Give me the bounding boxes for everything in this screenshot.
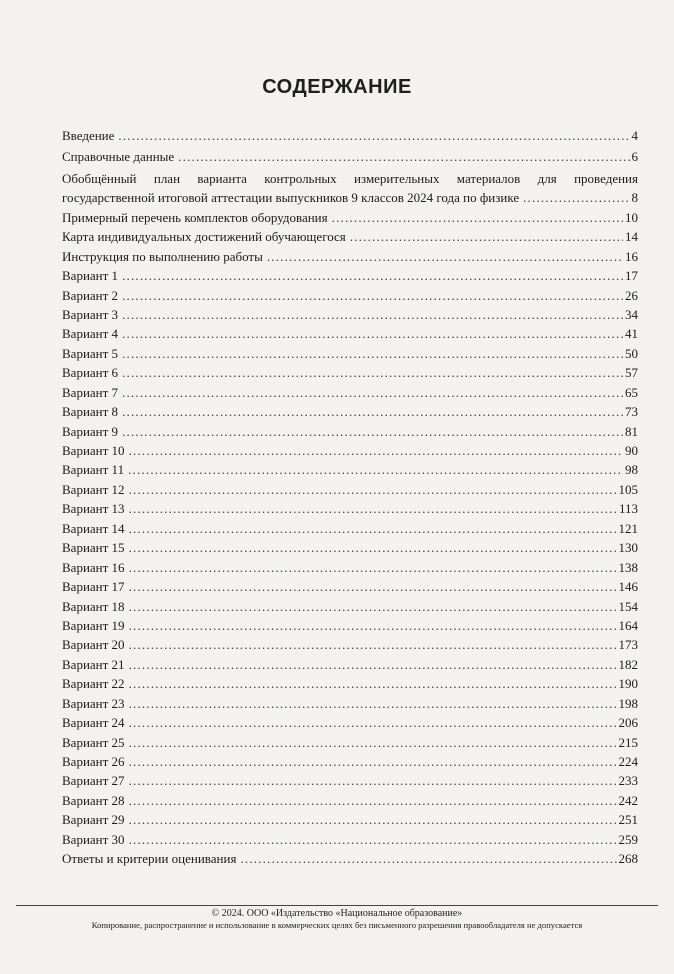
toc-entry-page: 206 — [618, 715, 638, 731]
toc-leader-dots — [129, 694, 617, 713]
toc-entry-title: Вариант 22 — [62, 676, 125, 692]
toc-entry-page: 190 — [618, 676, 638, 692]
toc-leader-dots — [122, 266, 623, 285]
toc-entry-page: 198 — [618, 695, 638, 711]
toc-entry — [62, 324, 638, 343]
toc-leader-dots — [122, 363, 623, 382]
toc-entry-title: Вариант 17 — [62, 579, 125, 595]
toc-entry-page: 164 — [618, 617, 638, 633]
toc-entry-title: Вариант 18 — [62, 598, 125, 614]
toc-entry-title: Вариант 10 — [62, 443, 125, 459]
toc-entry-page: 6 — [631, 149, 638, 165]
toc-entry — [62, 499, 638, 518]
toc-entry — [62, 849, 638, 868]
toc-entry-title: Вариант 9 — [62, 423, 119, 439]
toc-entry — [62, 422, 638, 441]
toc-leader-dots — [129, 616, 617, 635]
toc-leader-dots — [129, 441, 623, 460]
toc-entry-page: 130 — [618, 540, 638, 556]
toc-entry-page: 154 — [618, 598, 638, 614]
toc-entry-title: Вариант 21 — [62, 656, 125, 672]
toc-entry-page: 17 — [625, 268, 638, 284]
toc-leader-dots — [122, 422, 623, 441]
toc-entry-page: 26 — [625, 287, 638, 303]
footer-divider — [16, 905, 658, 906]
toc-entry-title: Вариант 5 — [62, 345, 119, 361]
toc-entry — [62, 208, 638, 227]
toc-entry-title: Вариант 30 — [62, 831, 125, 847]
toc-entry-page: 10 — [625, 209, 638, 225]
toc-leader-dots — [129, 674, 617, 693]
toc-entry-page: 215 — [618, 734, 638, 750]
toc-entry-title: Вариант 20 — [62, 637, 125, 653]
toc-entry-title: Вариант 4 — [62, 326, 119, 342]
toc-entry-title: Вариант 3 — [62, 306, 119, 322]
toc-entry-title: Вариант 7 — [62, 384, 119, 400]
toc-leader-dots — [122, 344, 623, 363]
toc-entry-title: Вариант 15 — [62, 540, 125, 556]
toc-entry — [62, 383, 638, 402]
toc-leader-dots — [128, 460, 623, 479]
toc-entry-title-line1: Обобщённый план варианта контрольных измерительных материалов для проведения — [62, 170, 638, 186]
toc-entry-title: Карта индивидуальных достижений обучающегося — [62, 229, 346, 245]
toc-entry-page: 182 — [618, 656, 638, 672]
toc-leader-dots — [129, 810, 617, 829]
toc-leader-dots — [129, 752, 617, 771]
toc-entry — [62, 752, 638, 771]
toc-entry-page: 50 — [625, 345, 638, 361]
toc-entry — [62, 519, 638, 538]
toc-entry-page: 81 — [625, 423, 638, 439]
toc-entry — [62, 655, 638, 674]
toc-entry-page: 105 — [618, 481, 638, 497]
toc-entry-title: Вариант 19 — [62, 617, 125, 633]
toc-entry-page: 121 — [618, 520, 638, 536]
toc-entry — [62, 558, 638, 577]
toc-leader-dots — [129, 597, 617, 616]
toc-entry-title: Вариант 16 — [62, 559, 125, 575]
toc-entry — [62, 480, 638, 499]
toc-entry-title: Вариант 24 — [62, 715, 125, 731]
toc-entry-title: Справочные данные — [62, 149, 175, 165]
toc-entry-multiline — [62, 169, 638, 208]
toc-entry-title: Вариант 28 — [62, 792, 125, 808]
toc-leader-dots — [129, 635, 617, 654]
toc-entry — [62, 810, 638, 829]
toc-entry-page: 146 — [618, 579, 638, 595]
toc-entry-title: Вариант 27 — [62, 773, 125, 789]
toc-entry — [62, 616, 638, 635]
toc-leader-dots — [129, 830, 617, 849]
toc-entry-title: Введение — [62, 128, 115, 143]
toc-entry-page: 4 — [631, 128, 638, 143]
toc-leader-dots — [122, 305, 623, 324]
toc-entry-page: 34 — [625, 306, 638, 322]
toc-entry — [62, 441, 638, 460]
toc-entry-title: Ответы и критерии оценивания — [62, 851, 237, 867]
toc-leader-dots — [129, 733, 617, 752]
toc-entry — [62, 402, 638, 421]
toc-entry — [62, 126, 638, 145]
toc-entry-page: 65 — [625, 384, 638, 400]
toc-entry-title: Вариант 6 — [62, 365, 119, 381]
toc-leader-dots — [118, 126, 629, 145]
toc-entry-title: Инструкция по выполнению работы — [62, 248, 263, 264]
toc-entry-title: Вариант 25 — [62, 734, 125, 750]
toc-entry-page: 233 — [618, 773, 638, 789]
toc-entry — [62, 227, 638, 246]
toc-leader-dots — [129, 791, 617, 810]
toc-entry-title: Вариант 23 — [62, 695, 125, 711]
toc-entry — [62, 713, 638, 732]
toc-entry-title: Вариант 12 — [62, 481, 125, 497]
toc-leader-dots — [129, 480, 617, 499]
toc-leader-dots — [350, 227, 623, 246]
toc-leader-dots — [122, 383, 623, 402]
toc-entry-page: 268 — [618, 851, 638, 867]
toc-entry-page: 138 — [618, 559, 638, 575]
toc-entry — [62, 147, 638, 166]
toc-leader-dots — [240, 849, 616, 868]
toc-entry-title: Вариант 8 — [62, 404, 119, 420]
toc-entry — [62, 344, 638, 363]
toc-entry-title: Вариант 13 — [62, 501, 125, 517]
toc-leader-dots — [129, 771, 617, 790]
toc-entry-page: 41 — [625, 326, 638, 342]
toc-entry — [62, 538, 638, 557]
toc-leader-dots — [129, 655, 617, 674]
toc-entry — [62, 674, 638, 693]
toc-entry-title: Вариант 1 — [62, 268, 119, 284]
toc-entry-page: 16 — [625, 248, 638, 264]
toc-entry-page: 224 — [618, 754, 638, 770]
toc-entry — [62, 597, 638, 616]
toc-entry-page: 98 — [625, 462, 638, 478]
toc-entry-page: 8 — [631, 190, 638, 206]
toc-entry — [62, 733, 638, 752]
toc-entry — [62, 363, 638, 382]
toc-entry-page: 251 — [618, 812, 638, 828]
toc-entry-title: Вариант 26 — [62, 754, 125, 770]
toc-leader-dots — [523, 188, 629, 207]
toc-entry-title-line2: государственной итоговой аттестации выпускников 9 классов 2024 года по физике — [62, 190, 520, 206]
toc-entry — [62, 247, 638, 266]
toc-leader-dots — [178, 147, 629, 166]
toc-entry — [62, 635, 638, 654]
toc-entry — [62, 460, 638, 479]
toc-entry-title: Вариант 14 — [62, 520, 125, 536]
toc-leader-dots — [129, 538, 617, 557]
toc-leader-dots — [129, 499, 617, 518]
footer-notice: Копирование, распространение и использование в коммерческих целях без письменного разрешения правообладателя не допускается — [91, 920, 583, 930]
toc-entry-title: Вариант 11 — [62, 462, 125, 478]
toc-entry — [62, 791, 638, 810]
toc-entry-page: 73 — [625, 404, 638, 420]
toc-entry-title: Вариант 29 — [62, 812, 125, 828]
toc-entry-title: Вариант 2 — [62, 287, 119, 303]
toc-entry — [62, 577, 638, 596]
toc-entry — [62, 830, 638, 849]
toc-leader-dots — [129, 577, 617, 596]
toc-entry-page: 90 — [625, 443, 638, 459]
toc-leader-dots — [129, 558, 617, 577]
toc-entry-page: 242 — [618, 792, 638, 808]
toc-entry-page: 113 — [618, 501, 638, 517]
toc-leader-dots — [332, 208, 623, 227]
toc-entry — [62, 286, 638, 305]
toc-entry — [62, 771, 638, 790]
toc-entry — [62, 694, 638, 713]
page-title: СОДЕРЖАНИЕ — [262, 76, 412, 98]
toc-entry-page: 259 — [618, 831, 638, 847]
footer-copyright: © 2024. ООО «Издательство «Национальное образование» — [211, 908, 463, 919]
toc-entry-page: 57 — [625, 365, 638, 381]
toc-entry-page: 14 — [625, 229, 638, 245]
toc-leader-dots — [129, 713, 617, 732]
toc-leader-dots — [129, 519, 617, 538]
toc-entry — [62, 305, 638, 324]
toc-leader-dots — [122, 324, 623, 343]
toc-entry-title: Примерный перечень комплектов оборудования — [62, 209, 328, 225]
toc-entry-page: 173 — [618, 637, 638, 653]
toc-entry — [62, 266, 638, 285]
toc-leader-dots — [122, 286, 623, 305]
toc-leader-dots — [267, 247, 623, 266]
toc-leader-dots — [122, 402, 623, 421]
table-of-contents — [62, 126, 638, 869]
